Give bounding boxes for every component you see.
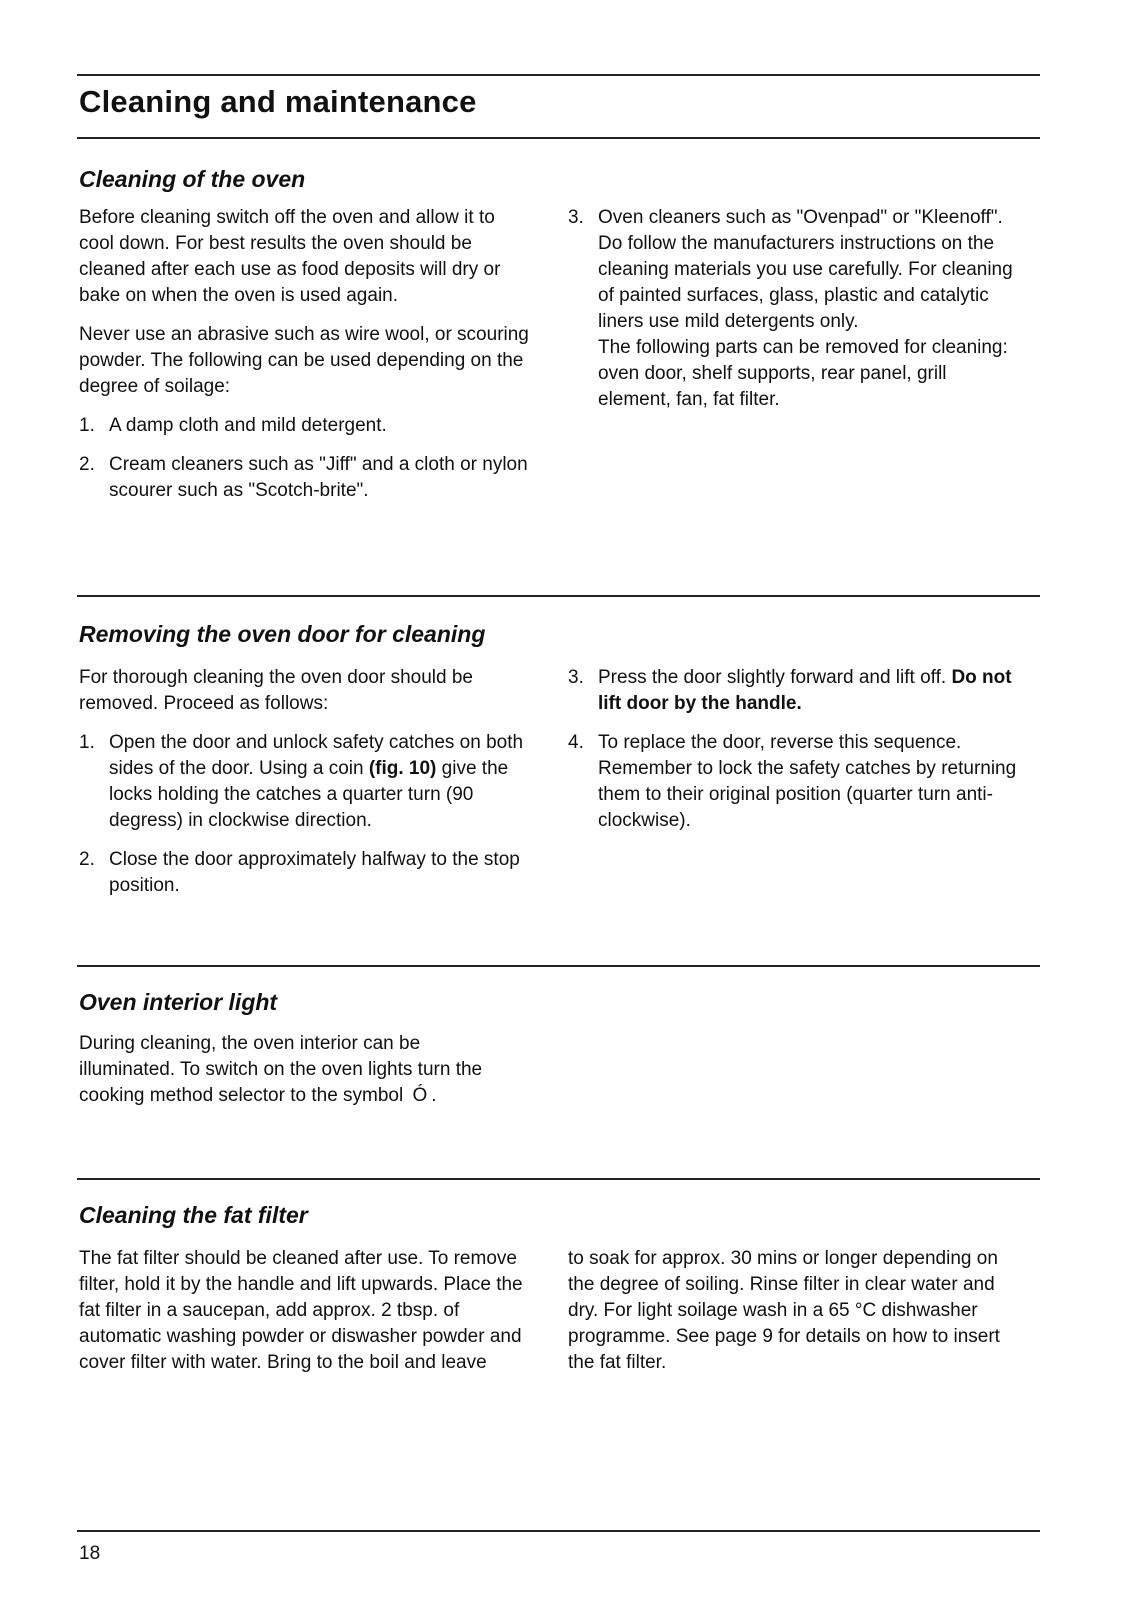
warning-text: Do not lift door by the handle. (598, 667, 1012, 714)
footer-rule (77, 1530, 1040, 1532)
top-rule (77, 74, 1040, 76)
section-rule (77, 965, 1040, 967)
list-item: 1. Open the door and unlock safety catches on both sides of the door. Using a coin (fig. 10) give the locks holding the catches a quarter turn (90 degress) in clockwise direction. (79, 732, 524, 831)
figure-reference: (fig. 10) (368, 758, 437, 779)
list-item: 3. Oven cleaners such as "Ovenpad" or "Kleenoff". Do follow the manufacturers instructions on the cleaning materials you use carefully. For cleaning of painted surfaces, glass, plastic and catalytic liners use mild detergents only. The following parts can be removed for cleaning: oven door, shelf supports, rear panel, grill element, fan, fat filter. (568, 205, 1018, 413)
list-item: 2. Close the door approximately halfway to the stop position. (79, 849, 520, 896)
fat-filter-text-left: The fat filter should be cleaned after use. To remove filter, hold it by the handle and lift upwards. Place the fat filter in a saucepan, add approx. 2 tbsp. of automatic washing powder or diswasher powder and cover filter with water. Bring to the boil and leave (79, 1248, 523, 1373)
list-item: 2. Cream cleaners such as "Jiff" and a cloth or nylon scourer such as "Scotch-brite". (79, 454, 528, 501)
list-item: 4. To replace the door, reverse this sequence. Remember to lock the safety catches by returning them to their original position (quarter turn anti-clockwise). (568, 732, 1017, 831)
page-number: 18 (79, 1543, 101, 1564)
removing-door-intro: For thorough cleaning the oven door should be removed. Proceed as follows: (79, 667, 473, 714)
removing-door-list (79, 730, 541, 899)
section-rule (77, 595, 1040, 597)
cleaning-oven-intro-2: Never use an abrasive such as wire wool, or scouring powder. The following can be used depending on the degree of soilage: (79, 324, 529, 397)
section-heading-cleaning-oven: Cleaning of the oven (79, 166, 306, 192)
fat-filter-text-right: to soak for approx. 30 mins or longer depending on the degree of soiling. Rinse filter in clear water and dry. For light soilage wash in a 65 °C dishwasher programme. See page 9 for details on how to insert the fat filter. (568, 1248, 1000, 1373)
removing-door-right-column (568, 665, 1023, 847)
removable-parts-text: The following parts can be removed for cleaning: oven door, shelf supports, rear panel, grill element, fan, fat filter. (598, 337, 1008, 410)
section-heading-fat-filter: Cleaning the fat filter (79, 1202, 308, 1228)
cleaning-oven-right-column (568, 205, 1018, 413)
removing-door-list-continued (568, 665, 1023, 834)
lamp-symbol-icon: Ó (412, 1085, 428, 1106)
section-rule (77, 1178, 1040, 1180)
cleaning-oven-left-column (79, 205, 534, 517)
fat-filter-left-column (79, 1246, 534, 1389)
cleaning-oven-intro-1: Before cleaning switch off the oven and allow it to cool down. For best results the oven should be cleaned after each use as food deposits will dry or bake on when the oven is used again. (79, 207, 501, 306)
cleaning-oven-list (79, 413, 534, 504)
list-item: 1. A damp cloth and mild detergent. (79, 415, 387, 436)
fat-filter-right-column (568, 1246, 1013, 1389)
interior-light-column: During cleaning, the oven interior can be illuminated. To switch on the oven lights turn the cooking method selector to the symbol Ó . (79, 1031, 499, 1122)
page-title: Cleaning and maintenance (79, 84, 477, 119)
section-heading-interior-light: Oven interior light (79, 989, 278, 1015)
list-item: 3. Press the door slightly forward and lift off. Do not lift door by the handle. (568, 667, 1012, 714)
interior-light-text: During cleaning, the oven interior can be illuminated. To switch on the oven lights turn the cooking method selector to the symbol (79, 1033, 483, 1106)
title-rule (77, 137, 1040, 139)
removing-door-left-column (79, 665, 541, 912)
cleaning-oven-list-continued (568, 205, 1018, 413)
section-heading-removing-door: Removing the oven door for cleaning (79, 621, 486, 647)
